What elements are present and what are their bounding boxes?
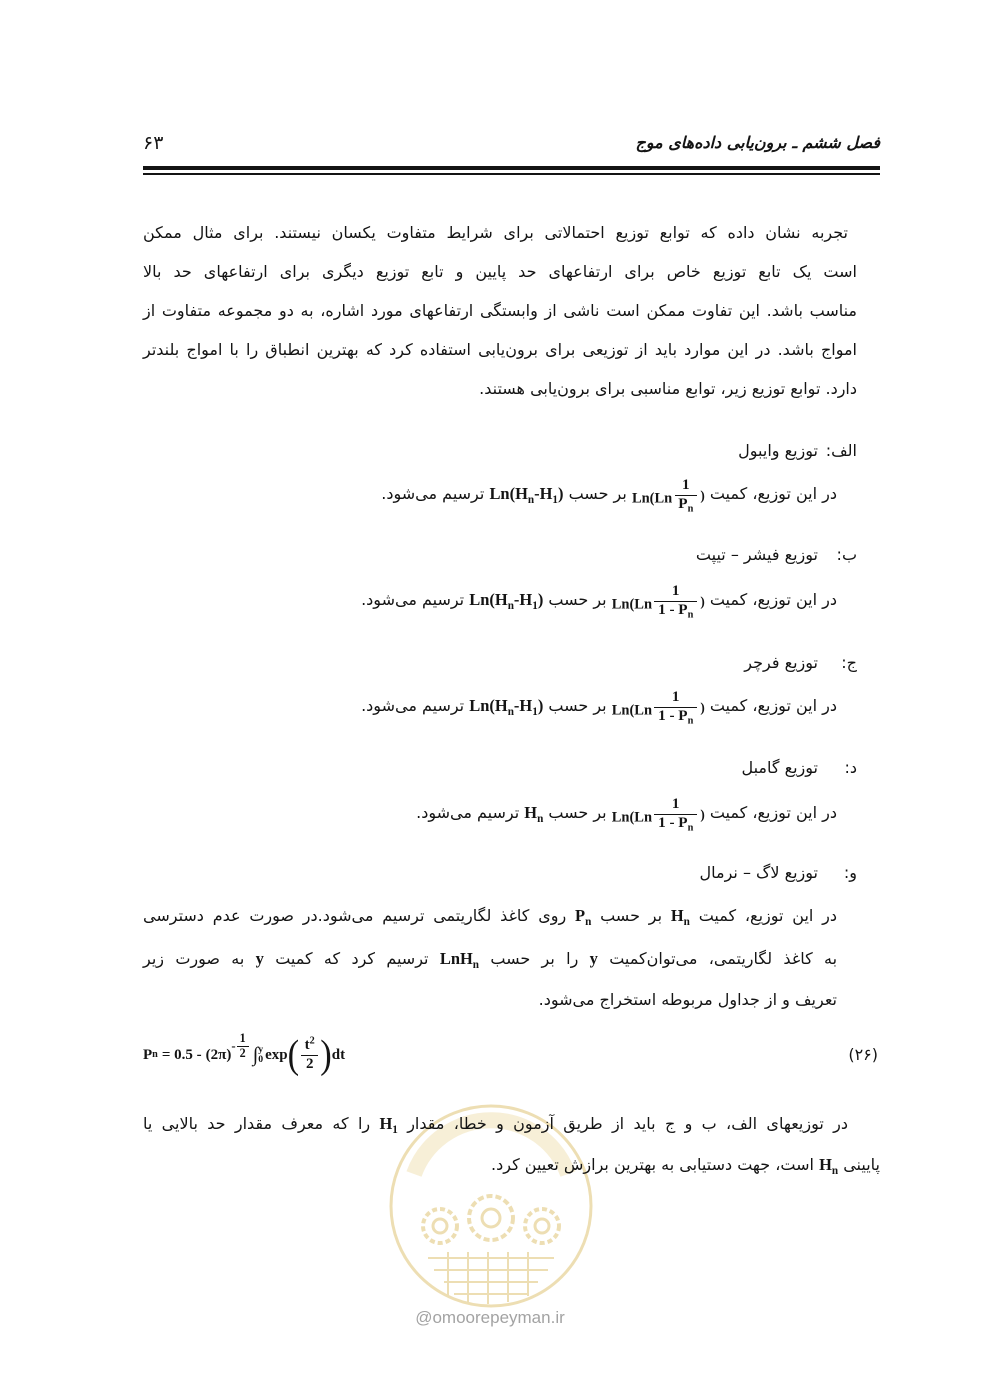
chapter-title: فصل ششم ـ برون‌یابی داده‌های موج — [635, 133, 880, 152]
fisher-tippett-sentence — [143, 576, 837, 624]
ln-ln-open: Ln(Ln — [611, 702, 653, 719]
sentence-end: ترسیم می‌شود. — [361, 696, 465, 715]
subscript-n: n — [585, 915, 592, 928]
ln-hn-minus-h1 — [469, 590, 544, 612]
eq-t-squared-fraction — [300, 1034, 319, 1074]
ln-hn-minus-h1 — [489, 484, 564, 506]
sentence-mid: بر حسب — [548, 803, 607, 822]
heading-fisher-tippett — [517, 540, 857, 570]
subscript-n: n — [687, 504, 694, 516]
subscript-n: n — [507, 705, 514, 718]
ln-ln-open: Ln(Ln — [611, 809, 653, 826]
closing-line-1 — [143, 1109, 848, 1139]
subscript-n: n — [683, 915, 690, 928]
eq-constant: = 0.5 - — [161, 1046, 202, 1063]
one-minus-p: 1 - P — [658, 814, 688, 832]
symbol-y: y — [255, 949, 264, 968]
superscript-2: 2 — [309, 1034, 315, 1046]
lognormal-line-1 — [143, 901, 837, 931]
eq-differential: dt — [331, 1046, 346, 1063]
one-minus-p: 1 - P — [658, 601, 688, 619]
subscript-n: n — [831, 1164, 839, 1177]
close-paren: ) — [558, 484, 564, 503]
close-paren: ) — [700, 807, 705, 823]
eq-big-close-paren: ) — [320, 1032, 332, 1077]
symbol-hn — [670, 906, 690, 928]
one-minus-p: 1 - P — [658, 707, 688, 725]
text-segment: به صورت زیر — [143, 949, 245, 968]
item-label: ب: — [836, 545, 857, 564]
sentence-start: در این توزیع، کمیت — [709, 696, 837, 715]
frechet-sentence — [143, 682, 837, 730]
fraction-numerator: 1 — [671, 688, 680, 706]
subscript-n: n — [687, 823, 694, 835]
close-paren: ) — [700, 700, 705, 716]
intro-line-5: دارد. توابع توزیع زیر، توابع مناسبی برای برون‌یابی هستند. — [479, 379, 857, 398]
sentence-mid: بر حسب — [548, 696, 607, 715]
item-label: د: — [844, 758, 857, 777]
ln-ln-open: Ln(Ln — [631, 490, 673, 507]
minus-h: -H — [513, 696, 533, 715]
ln-h-open: Ln(H — [469, 696, 508, 715]
eq-lhs-p: P — [143, 1046, 153, 1063]
eq-two-pi: (2π) — [205, 1046, 232, 1063]
header-rule-thick — [143, 166, 880, 170]
weibull-sentence — [143, 470, 837, 518]
text-segment: پایینی — [843, 1155, 880, 1174]
ln-hn-minus-h1 — [469, 696, 544, 718]
symbol-p: P — [575, 906, 586, 925]
integral-limits — [258, 1045, 263, 1065]
eq-exp-function: exp — [265, 1046, 288, 1063]
symbol-h: H — [819, 1155, 832, 1174]
ln-h-open: Ln(H — [489, 484, 528, 503]
heading-weibull — [517, 436, 857, 466]
symbol-hn — [819, 1155, 839, 1177]
sentence-mid: بر حسب — [568, 484, 627, 503]
item-label: ج: — [841, 653, 857, 672]
integral-sign: ∫ — [252, 1043, 259, 1066]
fraction-numerator: 1 — [671, 582, 680, 600]
text-segment: روی کاغذ لگاریتمی ترسیم می‌شود.در صورت عدم دسترسی — [143, 906, 567, 925]
symbol-t: t — [304, 1036, 310, 1053]
header-rule-thin — [143, 173, 880, 175]
text-segment: را بر حسب — [490, 949, 579, 968]
intro-line-1: تجربه نشان داده که توابع توزیع احتمالاتی برای شرایط متفاوت یکسان نیستند. برای مثال ممکن — [143, 223, 848, 242]
fraction-denominator — [654, 707, 697, 728]
symbol-hn — [524, 803, 544, 825]
symbol-ln-hn — [439, 949, 480, 971]
fraction-denominator — [654, 601, 697, 622]
symbol-pn — [575, 906, 592, 928]
minus-h: -H — [534, 484, 553, 503]
symbol-p: P — [678, 495, 688, 513]
eq-exponent-numerator: 1 — [239, 1030, 246, 1045]
symbol-h: H — [670, 906, 684, 925]
item-label: و: — [843, 863, 857, 882]
subscript-1: 1 — [532, 599, 538, 612]
lognormal-line-3: تعریف و از جداول مربوطه استخراج می‌شود. — [538, 990, 837, 1009]
symbol-h: H — [379, 1114, 393, 1133]
symbol-ln-h: LnH — [439, 949, 473, 968]
subscript-1: 1 — [552, 493, 559, 506]
distribution-name: توزیع لاگ – نرمال — [699, 863, 818, 882]
sentence-end: ترسیم می‌شود. — [381, 484, 485, 503]
subscript-n: n — [507, 599, 514, 612]
eq-exponent — [231, 1032, 249, 1061]
subscript-n: n — [527, 493, 535, 506]
fraction-numerator: 1 — [671, 795, 680, 813]
ln-h-open: Ln(H — [469, 590, 508, 609]
equation-number: (۲۶) — [848, 1045, 878, 1064]
text-segment: است، جهت دستیابی به بهترین برازش تعیین کرد. — [491, 1155, 814, 1174]
eq-fraction-denominator: 2 — [301, 1055, 318, 1074]
watermark-site: @omoorepeyman.ir — [415, 1308, 565, 1327]
text-segment: بر حسب — [600, 906, 663, 925]
text-segment: را که معرف مقدار حد بالایی یا — [143, 1114, 371, 1133]
eq-fraction-numerator — [300, 1034, 319, 1055]
ln-ln-inverse-one-minus-p-quantity — [611, 582, 705, 622]
item-label: الف: — [825, 441, 857, 460]
text-segment: در این توزیع، کمیت — [698, 906, 837, 925]
lognormal-line-2 — [143, 944, 837, 974]
text-segment: به کاغذ لگاریتمی، می‌توان‌کمیت — [609, 949, 838, 968]
close-paren: ) — [537, 696, 544, 715]
ln-ln-open: Ln(Ln — [611, 596, 653, 613]
integral-lower: 0 — [258, 1054, 264, 1065]
text-segment: در توزیعهای الف، ب و ج باید از طریق آزمون و خطا، مقدار — [407, 1114, 848, 1133]
fraction — [654, 688, 697, 728]
subscript-1: 1 — [532, 705, 538, 718]
symbol-h: H — [524, 803, 538, 822]
fraction-numerator: 1 — [682, 476, 690, 494]
subscript-1: 1 — [392, 1123, 398, 1136]
fraction-denominator — [675, 495, 698, 516]
intro-line-4: امواج باشد. در این موارد باید از توزیعی برای برون‌یابی استفاده کرد که بهترین انطباق را با امواج بلندتر — [143, 340, 857, 359]
integral-upper: y — [258, 1043, 264, 1055]
distribution-name: توزیع گامبل — [741, 758, 818, 777]
symbol-y: y — [589, 949, 598, 968]
intro-line-2: است یک تابع توزیع خاص برای ارتفاعهای حد پایین و تابع توزیع دیگری برای ارتفاعهای حد بالا — [143, 262, 857, 281]
eq-exponent-sign: - — [231, 1038, 236, 1053]
eq-big-open-paren: ( — [287, 1032, 300, 1077]
symbol-h1 — [379, 1114, 398, 1136]
eq-exponent-fraction — [237, 1032, 249, 1061]
ln-ln-inverse-one-minus-p-quantity — [611, 688, 705, 728]
subscript-n: n — [472, 958, 480, 971]
fraction — [654, 582, 697, 622]
sentence-start: در این توزیع، کمیت — [709, 590, 837, 609]
sentence-start: در این توزیع، کمیت — [709, 803, 837, 822]
fraction-denominator — [654, 814, 697, 835]
equation-26-formula: P n = 0.5 - (2π) - $\frac{1}{2}$ ∫ y 0 exp ( $\frac{t^2}{2}$ ) dt — [143, 1030, 346, 1077]
heading-log-normal — [517, 858, 857, 888]
fraction — [675, 476, 698, 516]
close-paren: ) — [537, 590, 544, 609]
closing-line-2 — [143, 1150, 880, 1180]
close-paren: ) — [700, 594, 705, 610]
intro-line-3: مناسب باشد. این تفاوت ممکن است ناشی از وابستگی ارتفاعهای مورد اشاره، به دو مجموعه متفاوت از — [143, 301, 857, 320]
subscript-n: n — [687, 716, 694, 728]
sentence-start: در این توزیع، کمیت — [709, 484, 837, 503]
ln-ln-inverse-one-minus-p-quantity — [611, 795, 705, 835]
distribution-name: توزیع فرچر — [744, 653, 818, 672]
eq-exponent-denominator: 2 — [237, 1046, 249, 1061]
subscript-n: n — [537, 812, 544, 825]
heading-frechet — [517, 648, 857, 678]
sentence-mid: بر حسب — [548, 590, 607, 609]
subscript-n: n — [687, 610, 694, 622]
gumbel-sentence — [143, 789, 837, 837]
text-segment: ترسیم کرد که کمیت — [275, 949, 429, 968]
heading-gumbel — [517, 753, 857, 783]
fraction — [654, 795, 697, 835]
distribution-name: توزیع فیشر – تیپت — [695, 545, 818, 564]
ln-ln-inverse-p-quantity — [631, 476, 705, 516]
page-number: ۶۳ — [143, 132, 164, 154]
minus-h: -H — [513, 590, 533, 609]
distribution-name: توزیع وایبول — [738, 441, 818, 460]
sentence-end: ترسیم می‌شود. — [361, 590, 465, 609]
sentence-end: ترسیم می‌شود. — [416, 803, 520, 822]
close-paren: ) — [700, 488, 705, 504]
